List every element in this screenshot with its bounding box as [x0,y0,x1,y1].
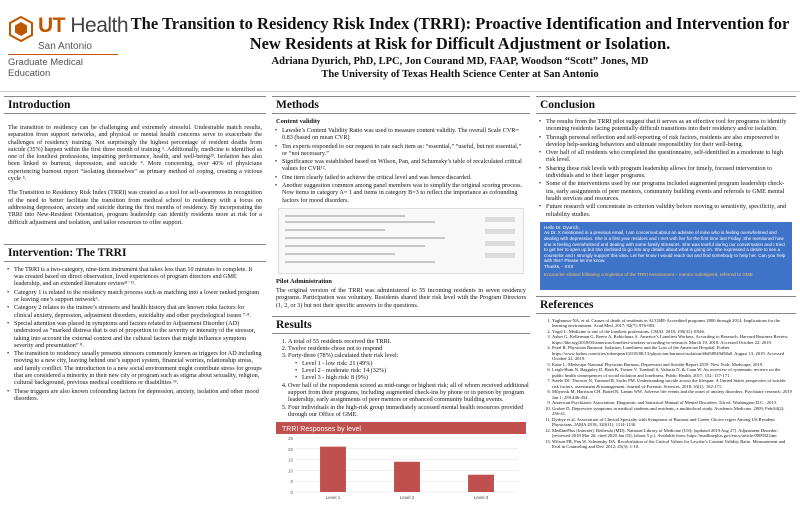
results-bar-chart [276,422,526,502]
chart-bar [320,447,346,492]
poster-header [0,0,800,92]
pilot-heading: Pilot Administration [276,277,332,285]
introduction-heading: Introduction [4,96,266,114]
note-caption: Encounter elicited following completion of the TRRI Assessment – mentor redesigned, referred to GME [544,271,753,277]
chart-y-tick-label: 15 [287,457,293,463]
chart-y-tick-label: 10 [287,468,293,474]
conclusion-item: • Future research will concentrate in criterion validity before moving to sensitivity, specificity, and reliability studies. [546,203,792,218]
conclusion-item: • Sharing these risk levels with program leadership allows for timely, focused intervention to individuals and to their larger programs. [546,165,792,180]
chart-y-tick-label: 5 [290,479,293,485]
risk-level-list [288,360,530,382]
methods-item: • One item clearly failed to achieve the critical level and was hence discarded. [282,174,526,181]
pilot-paragraph: The original version of the TRRI was administered to 55 incoming residents in seven residency programs. Participation was voluntary. Residents shared their risk level with the Program Directors (1, 2, or 3) but not their specific answers to the questions. [276,286,526,309]
reference-item: 2. Vogel L. Medicine is one of the loneliest professions. CMAJ. 2018; 190(31): E946. [552,329,792,335]
poster-affiliation: The University of Texas Health Science Center at San Antonio [321,69,599,80]
logo-campus: San Antonio [38,41,92,52]
risk-level-item: • Level 3 - high risk: 8 (9%) [302,374,530,381]
intervention-item: • Category 2 relates to the trainee’s stressors and health history that are known risks factors for clinical anxiety, depression, adjustment disorders, suicidality and other psychological issues ⁷·⁸. [14,304,262,319]
conclusion-item: • Over half of all residents who completed the questionnaire, self-identified in a moderate to high risk level. [546,149,792,164]
chart-bar [468,475,494,492]
reference-item: 12. MedlinePlus [Internet]. Bethesda (MD): National Library of Medicine (US); [updated 2019 Aug 27]. Adjustment Disorder; [reviewed 2018 Mar 26; cited 2020 Jan 03]; [about 5 p.]. Available from: https://medlineplus.gov/ency/article/000932.htm [552,428,792,439]
chart-bar [394,462,420,492]
introduction-paragraph-2: The Transition to Residency Risk Index (TRRI) was created as a tool for self-awareness in recognition of the need to better facilitate the transition from medical school to residency with a focus on addressing depression, anxiety and suicide during the first months of residency. By incorporating the TRRI into New-Resident Orientation, program leadership can identify residents more at risk for a difficult adjustment and isolation, and tailor resources to offer support. [8,189,262,226]
introduction-paragraph-1: The transition to residency can be challenging and extremely stressful. Undesirable match results, separation from support networks, and physical or mental health concerns serve to exacerbate the challenges of residency training. Not surprisingly the highest percentage of resident deaths from suicide (35%) happen within the first three month of training ¹. Additionally, medicine is identified as one of the loneliest professions, impairing performance, health, and well-being²³. Isolation has also been linked to burnout, depression, and suicide ⁴. More concerning, over 40% of physicians experiencing burnout report “isolating themselves” as primary method of coping, creating a vicious cycle ⁵. [8,124,262,183]
content-validity-heading: Content validity [276,118,321,125]
results-list [272,338,530,418]
reference-item: 8. Milyavsk M, Harrison CH, Bottel R, Lamm WW. Adverse life events and the onset of anxiety disorders. Psychiatry research. 2019 Jan 1; 259:446-454. [552,389,792,400]
middle-column [272,96,530,507]
risk-level-item: • Level 1 - low risk: 21 (49%) [302,360,530,367]
chart-title: TRRI Responses by level [282,426,361,434]
results-chart [276,422,526,507]
logo-wordmark: UT Health [38,14,129,37]
methods-item: • Another suggestion common among panel members was to simplify the original scoring process. Now items in category A= 1 and items in category B=3 to reflect the importance as cofounding factors for mood disorders. [282,182,526,204]
chart-x-tick-label: Level 1 [325,495,341,501]
reference-item: 4. Pearl R. Physician Burnout: Isolation, Loneliness and the Loss of the American Hospital. Forbes. https://www.forbes.com/sites/robertpearl/2019/08/13/physician-burnout-isolation/#6d58949d58a0. August 13, 2019. Accessed October 22, 2019. [552,345,792,362]
results-item: 2. Twelve residents chose not to respond [288,345,530,352]
reference-item: 6. Leigh-Hunt N, Bagguley D, Bash K, Turner V, Turnbull S, Valtorta N, & Caan W. An overview of systematic reviews on the public health consequences of social isolation and loneliness. Public Health. 2017; 152: 157-171. [552,367,792,378]
results-item: 5. Four individuals in the high-risk group immediately accessed mental health resources provided through our Office of GME. [288,404,530,419]
reference-item: 13. Wilson FR, Pan W, Schumsky DA. Recalculation of the Critical Values for Lawshe’s Content Validity Ratio. Measurement and Eval in Counseling and Dev. 2012; 45(3): 1-10. [552,439,792,450]
chart-y-tick-label: 0 [290,490,293,496]
reference-item: 7. Steele DJ, Thrower N, Yarnoud R, Sachs PM. Understanding suicide across the lifespan: A United States perspective of suicide risk factors, assessment & management. Journal of Forensic Sciences. 2018; 63(1): 162-171. [552,378,792,389]
reference-item: 5. Kane L. Medscape National Physician Burnout, Depression and Suicide Report 2019. New York: Medscape; 2019. [552,362,792,368]
methods-list [272,127,530,204]
intervention-item: • These triggers are also known cofounding factors for depression, anxiety, isolation and other mood disorders. [14,388,262,403]
conclusion-item: • Some of the interventions used by our programs included augmented program leadership check-ins, early assignments of peer mentors, community building events and referrals to GME mental health services and resources. [546,180,792,202]
ut-health-logo [8,14,129,86]
poster-title: The Transition to Residency Risk Index (TRRI): Proactive Identification and Intervention for New Residents at Risk for Difficult Adjustment or Isolation. [130,14,790,53]
right-column [536,96,796,450]
resident-email-note [540,222,792,290]
intervention-item: • The TRRI is a two-category, nine-item instrument that takes less than 10 minutes to complete. It was created based on direct observation, lived experiences of program directors and GME leadership, and an extended literature review⁸⁻¹¹. [14,266,262,288]
conclusion-item: • Through personal reflection and self-reporting of risk factors, residents are also empowered to develop help-seeking behaviors and ultimate responsibility for their well-being. [546,134,792,149]
results-item: 3. Forty-three (78%) calculated their risk level: • Level 1 - low risk: 21 (49%) • Level 2 - moderate risk: 14 (32%) • Level 3 - high risk: 8 (9%) [288,352,530,381]
intervention-item: • Special attention was placed in symptoms and factors related to Adjustment Disorder (AD) understood as “marked distress that is out of proportion to the severity or intensity of the stressor, taking into account the external context and the cultural factors that might influence symptom severity and presentation” ⁸. [14,320,262,349]
reference-item: 1. Yaghmour NA, et al. Causes of death of residents in ACGME-Accredited programs 2000 through 2014: Implications for the learning environment. Acad Med. 2017; 92(7): 976-983. [552,318,792,329]
chart-y-tick-label: 20 [287,446,293,452]
methods-item: • Significance was established based on Wilson, Pan, and Schumsky’s table of recalculated critical values for CVR¹². [282,158,526,173]
methods-heading: Methods [272,96,530,114]
conclusion-list [536,118,796,218]
methods-item: • Lawshe’s Content Validity Ratio was used to measure content validity. The overall Scale CVR= 0.83 (based on mean CVR) [282,127,526,142]
note-signoff: Thanks, - XXX [544,264,574,270]
left-column [4,96,266,403]
intervention-list [4,266,266,402]
results-item: 1. A total of 55 residents received the TRRI. [288,338,530,345]
methods-item: • Ten experts responded to our request to rate each item as: “essential,” “useful, but not essential,” or “not necessary.” [282,143,526,158]
intervention-item: • Category 1 is related to the residency match process such as matching into a lower ranked program or leaving one’s support network⁶. [14,289,262,304]
note-greeting: Hello Dr. Dyurich, [544,224,580,230]
intervention-heading: Intervention: The TRRI [4,244,266,262]
reference-item: 3. Asher G, Kellerman G, Reece A, Robichaux A. America’s Loneliest Workers, According to Research. Harvard Business Review. https://hbr.org/2018/03/americas-loneliest-workers-according-to-research. March 19, 2018. Accessed October 22, 2019. [552,334,792,345]
logo-divider [8,54,118,55]
chart-y-tick-label: 25 [287,436,293,442]
reference-item: 10. Grober D. Depressive symptoms in medical students and residents, a multischool study. Academic Medicine. 2009; Feb;84(2): 236-41. [552,406,792,417]
reference-item: 9. American Psychiatric Association. Diagnostic and Statistical Manual of Mental Disorders. 5th ed. Washington D.C.; 2013. [552,400,792,406]
conclusion-heading: Conclusion [536,96,796,114]
references-list [536,318,796,450]
note-body: As Dr. X mentioned in a previous email, I am concerned about an advisee of mine who is feeling overwhelmed and dealing with depression. She is a first year resident and I met with her for the first time last Friday. She mentioned how she is feeling overwhelmed and dealing with some family stressors. She was tearful during our conversation and I tried to get her to open up but she declined to go into any details about what is going on. She expressed a desire to see a counselor and I strongly support this idea. Let her know I would reach out and find somebody to help her. Can you help with this? Please let me know. [544,230,786,264]
logo-school: Graduate Medical Education [8,57,83,79]
results-item: 4. Over half of the respondents scored as mid-range or highest risk; all of whom received additional support from their programs, including augmented check-ins by phone or in person by program leadership, early assignments of peer mentors or enhanced community building events. [288,382,530,404]
intervention-item: • The transition to residency usually presents stressors commonly known as triggers for AD including moving to a new city, leaving behind one’s support system, financial worries, relationship stress, and family conflict. The introduction to a new social environment might contribute stress for groups that are considered a minority in their new city or program such as stigma about sexuality, religion, cultural background, previous medical conditions or disabilities ¹¹. [14,350,262,386]
reference-item: 11. Dyrbye et al. Association of Clinical Specialty with Symptoms of Burnout and Career Choice regret Among US Resident Physicians. JAMA 2018; 320(11): 1114-1130. [552,417,792,428]
chart-x-tick-label: Level 3 [473,495,489,501]
chart-x-tick-label: Level 2 [399,495,415,501]
ut-emblem-icon [8,16,34,42]
trri-form-image [278,208,524,274]
results-heading: Results [272,316,530,334]
poster-authors: Adriana Dyurich, PhD, LPC, Jon Courand MD, FAAP, Woodson “Scott” Jones, MD [271,56,649,67]
conclusion-item: • The results from the TRRI pilot suggest that it serves as an effective tool for programs to identify incoming residents facing potentially difficult transitions into their residency and/or isolation. [546,118,792,133]
references-heading: References [536,296,796,314]
risk-level-item: • Level 2 - moderate risk: 14 (32%) [302,367,530,374]
